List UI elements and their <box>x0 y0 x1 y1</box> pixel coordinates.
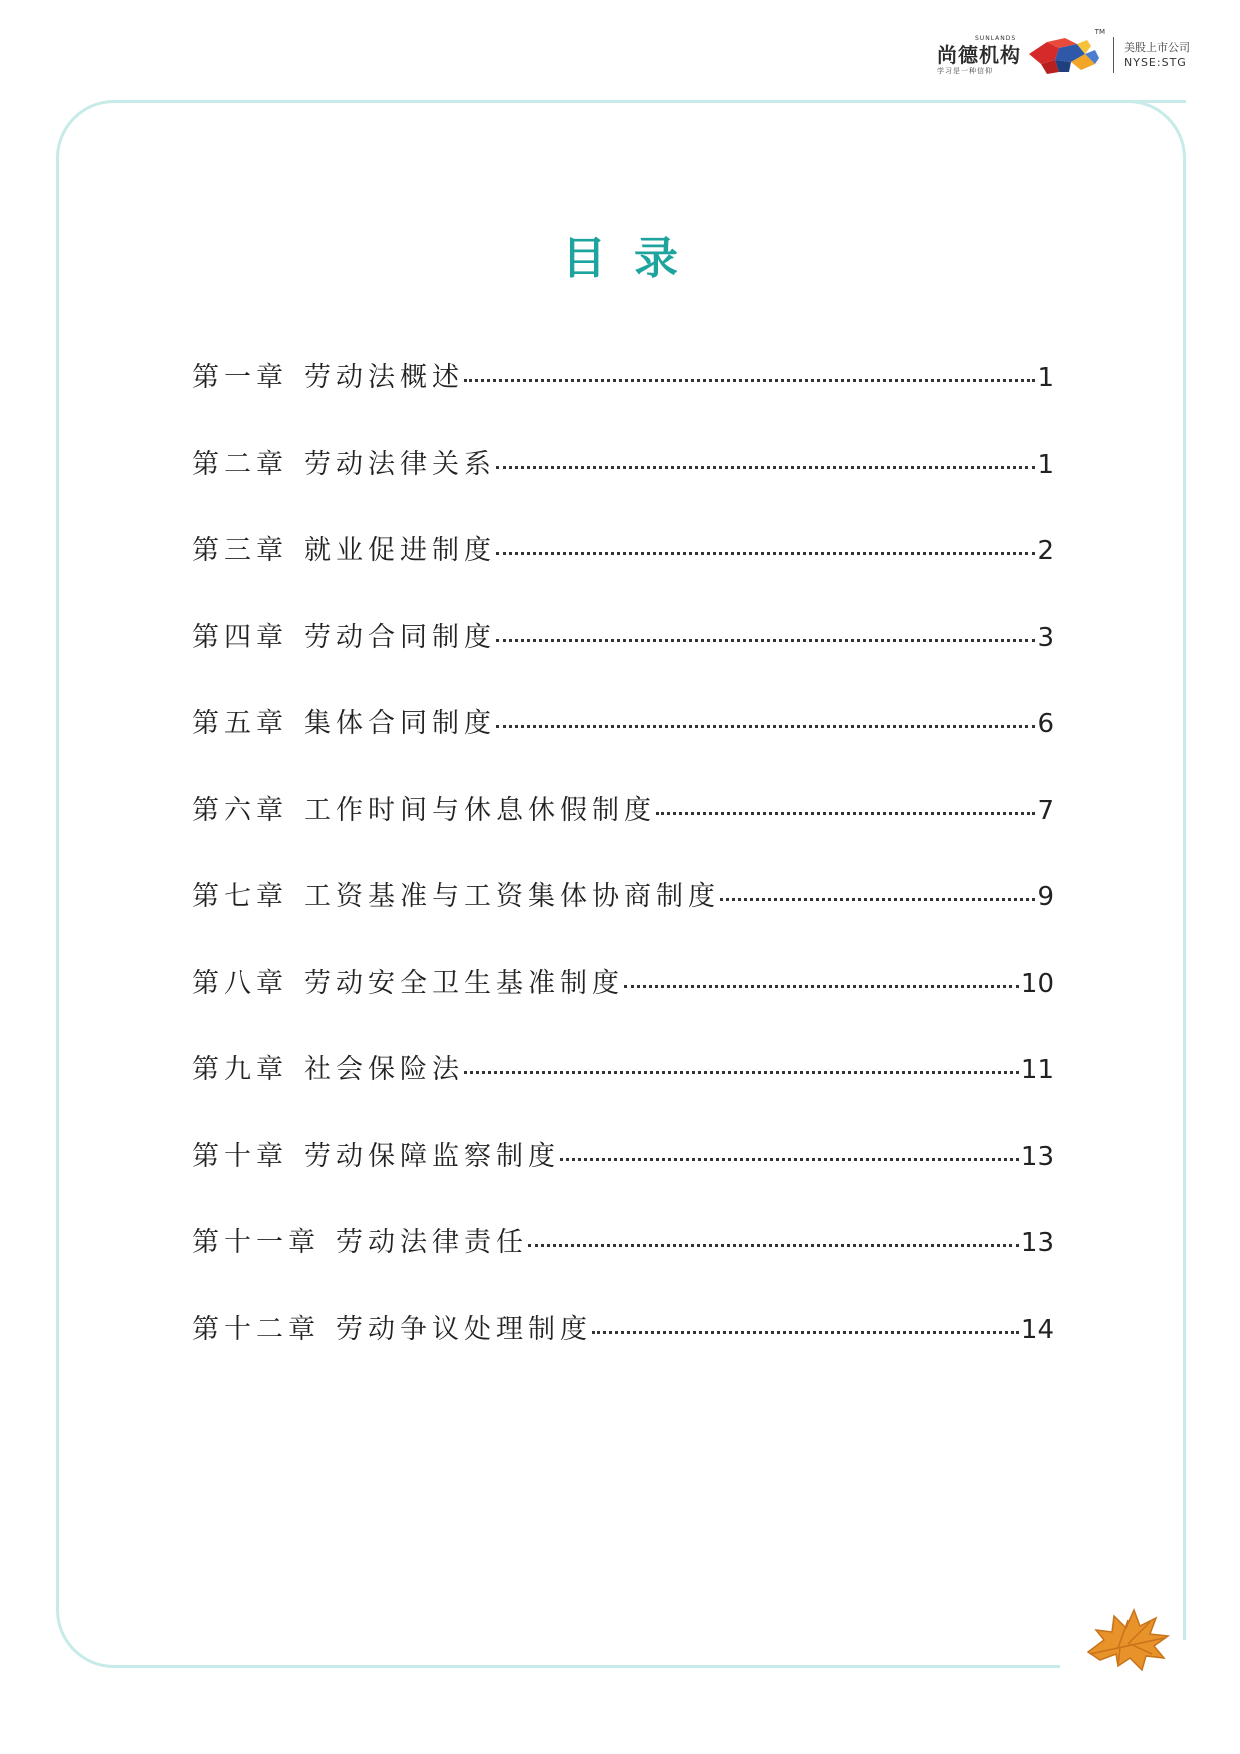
logo-divider <box>1113 37 1114 73</box>
toc-row[interactable] <box>192 1134 1054 1221</box>
toc-chapter-title: 劳动法概述 <box>304 362 464 393</box>
maple-leaf-icon <box>1078 1600 1178 1680</box>
toc-leader-dots <box>464 1071 1019 1074</box>
toc-chapter-title: 工资基准与工资集体协商制度 <box>304 881 720 912</box>
listing-code: NYSE:STG <box>1124 56 1187 69</box>
toc-chapter-title: 劳动争议处理制度 <box>336 1313 592 1345</box>
page-title: 目录 <box>562 233 706 284</box>
toc-leader-dots <box>496 639 1035 642</box>
listing-label: 美股上市公司 <box>1124 41 1190 54</box>
toc-leader-dots <box>496 466 1035 469</box>
toc-chapter-number: 第八章 <box>192 967 288 999</box>
table-of-contents <box>192 355 1054 1393</box>
toc-leader-dots <box>528 1244 1019 1247</box>
toc-chapter-title: 社会保险法 <box>304 1054 464 1085</box>
toc-row[interactable] <box>192 874 1054 961</box>
toc-leader-dots <box>496 552 1035 555</box>
toc-leader-dots <box>560 1158 1019 1161</box>
toc-page-number: 14 <box>1020 1314 1054 1345</box>
toc-row[interactable] <box>192 961 1054 1048</box>
toc-chapter-number: 第五章 <box>192 708 288 739</box>
listing-block <box>1124 40 1190 70</box>
toc-row[interactable] <box>192 788 1054 875</box>
toc-chapter-title: 劳动保障监察制度 <box>304 1140 560 1172</box>
brand-english-name: SUNLANDS <box>975 34 1017 42</box>
toc-chapter-title: 劳动合同制度 <box>304 621 496 653</box>
toc-chapter-number: 第二章 <box>192 448 288 480</box>
toc-chapter-title: 就业促进制度 <box>304 535 496 566</box>
toc-row[interactable] <box>192 701 1054 788</box>
page-frame-right <box>1120 100 1186 1640</box>
brand-slogan: 学习是一种信仰 <box>937 66 993 75</box>
toc-chapter-title: 集体合同制度 <box>304 708 496 739</box>
toc-page-number: 1 <box>1037 363 1054 393</box>
trademark-mark: TM <box>1094 28 1105 36</box>
header-logo <box>937 30 1190 80</box>
toc-chapter-number: 第十一章 <box>192 1227 320 1258</box>
toc-chapter-number: 第一章 <box>192 362 288 393</box>
toc-row[interactable] <box>192 355 1054 442</box>
toc-row[interactable] <box>192 1047 1054 1134</box>
toc-chapter-number: 第三章 <box>192 535 288 566</box>
toc-page-number: 2 <box>1037 536 1054 566</box>
toc-chapter-number: 第四章 <box>192 621 288 653</box>
toc-page-number: 1 <box>1037 449 1054 480</box>
toc-chapter-title: 劳动安全卫生基准制度 <box>304 967 624 999</box>
toc-leader-dots <box>720 898 1035 901</box>
toc-chapter-number: 第七章 <box>192 881 288 912</box>
toc-row[interactable] <box>192 1307 1054 1394</box>
toc-leader-dots <box>592 1331 1019 1334</box>
toc-row[interactable] <box>192 442 1054 529</box>
toc-row[interactable] <box>192 615 1054 702</box>
toc-page-number: 6 <box>1037 709 1054 739</box>
brand-chinese-name: 尚德机构 <box>937 42 1021 67</box>
toc-page-number: 9 <box>1037 882 1054 912</box>
toc-page-number: 13 <box>1020 1228 1054 1258</box>
brand-block <box>937 35 1021 76</box>
toc-chapter-number: 第十章 <box>192 1140 288 1172</box>
toc-page-number: 10 <box>1020 968 1054 999</box>
toc-leader-dots <box>464 379 1035 382</box>
toc-chapter-number: 第六章 <box>192 794 288 826</box>
toc-chapter-number: 第九章 <box>192 1054 288 1085</box>
toc-leader-dots <box>624 985 1019 988</box>
toc-page-number: 13 <box>1020 1141 1054 1172</box>
toc-row[interactable] <box>192 528 1054 615</box>
toc-row[interactable] <box>192 1220 1054 1307</box>
toc-chapter-title: 劳动法律关系 <box>304 448 496 480</box>
toc-chapter-number: 第十二章 <box>192 1313 320 1345</box>
toc-chapter-title: 工作时间与休息休假制度 <box>304 794 656 826</box>
toc-page-number: 3 <box>1037 622 1054 653</box>
toc-leader-dots <box>656 812 1035 815</box>
toc-page-number: 11 <box>1020 1055 1054 1085</box>
toc-chapter-title: 劳动法律责任 <box>336 1227 528 1258</box>
toc-page-number: 7 <box>1037 795 1054 826</box>
toc-leader-dots <box>496 725 1035 728</box>
bull-logo-icon <box>1025 28 1105 76</box>
